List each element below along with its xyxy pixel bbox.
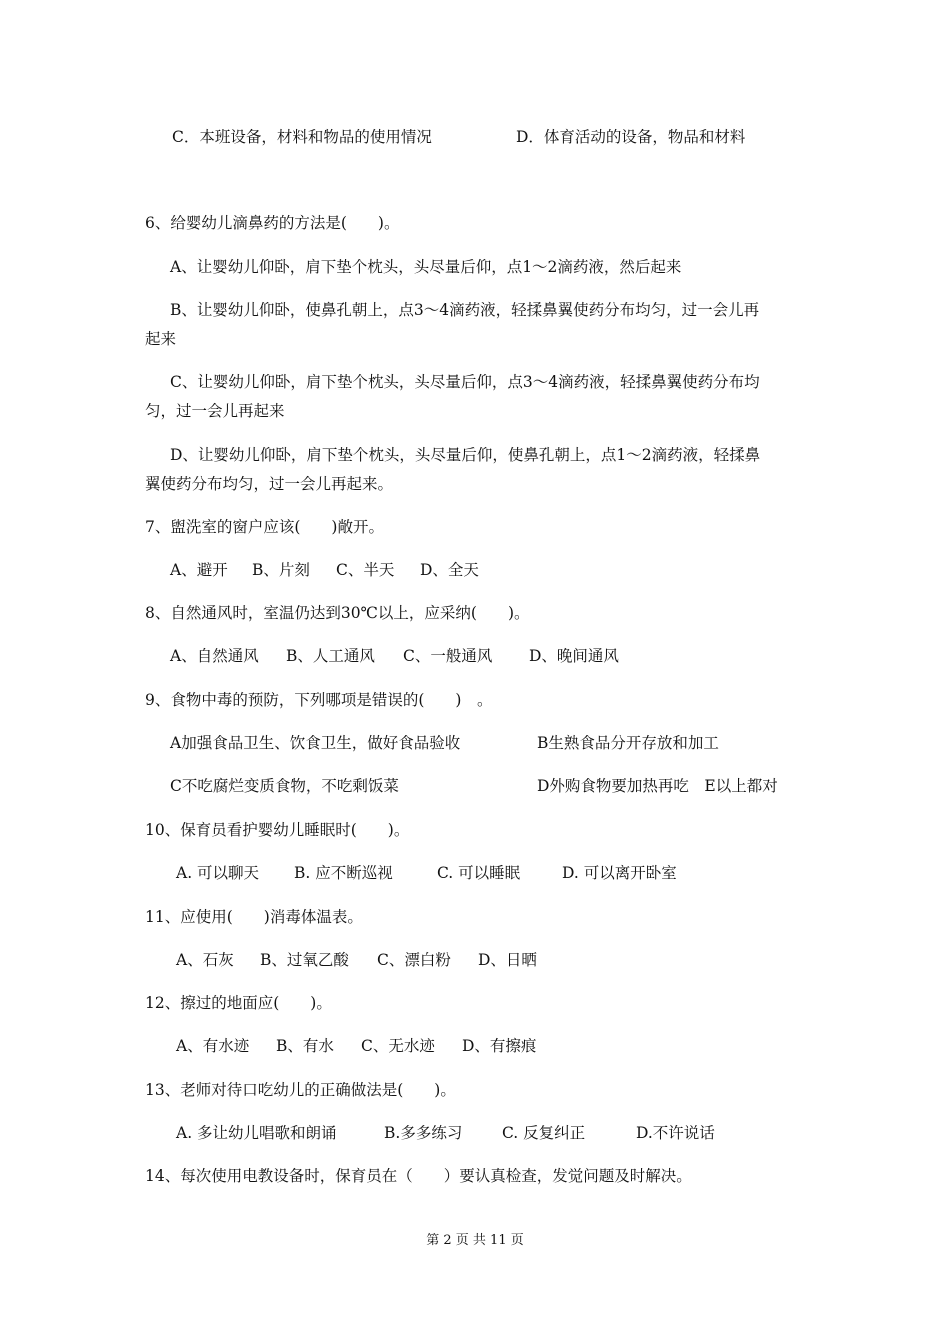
question-13-stem: 13、老师对待口吃幼儿的正确做法是( )。 (145, 1081, 456, 1099)
question-6-option-c-line2: 匀，过一会儿再起来 (145, 402, 285, 420)
page-number-footer: 第 2 页 共 11 页 (426, 1233, 524, 1248)
question-9-option-c: C不吃腐烂变质食物，不吃剩饭菜 (170, 777, 399, 795)
question-10-options (176, 863, 677, 883)
question-13-option-d: D.不许说话 (636, 1124, 715, 1142)
question-10-option-d: D. 可以离开卧室 (562, 864, 677, 882)
question-14-stem: 14、每次使用电教设备时，保育员在（ ）要认真检查，发觉问题及时解决。 (145, 1167, 692, 1185)
question-11-option-a: A、石灰 (176, 951, 234, 969)
question-8-stem: 8、自然通风时，室温仍达到30℃以上，应采纳( )。 (145, 604, 530, 622)
question-7-stem: 7、盥洗室的窗户应该( )敞开。 (145, 518, 384, 536)
question-12-option-b: B、有水 (276, 1037, 334, 1055)
question-10-option-c: C. 可以睡眠 (437, 864, 521, 882)
question-7-options (170, 560, 479, 580)
question-13-option-a: A. 多让幼儿唱歌和朗诵 (176, 1124, 337, 1142)
question-13-option-c: C. 反复纠正 (502, 1124, 586, 1142)
question-8-options (170, 646, 619, 666)
question-8-option-d: D、晚间通风 (529, 647, 619, 665)
question-8-option-b: B、人工通风 (286, 647, 375, 665)
question-6-stem: 6、给婴幼儿滴鼻药的方法是( )。 (145, 214, 400, 232)
question-6-option-b-line1: B、让婴幼儿仰卧，使鼻孔朝上，点3～4滴药液，轻揉鼻翼使药分布均匀，过一会儿再 (170, 301, 760, 319)
question-12-option-a: A、有水迹 (176, 1037, 250, 1055)
question-9-option-a: A加强食品卫生、饮食卫生，做好食品验收 (170, 734, 461, 752)
question-13-options (176, 1123, 715, 1143)
question-12-option-d: D、有擦痕 (462, 1037, 537, 1055)
question-12-option-c: C、无水迹 (361, 1037, 435, 1055)
question-7-option-d: D、全天 (420, 561, 479, 579)
question-11-options (176, 950, 537, 970)
question-6-option-b-line2: 起来 (145, 330, 177, 348)
question-7-option-b: B、片刻 (252, 561, 310, 579)
question-11-option-b: B、过氧乙酸 (260, 951, 349, 969)
question-10-option-a: A. 可以聊天 (176, 864, 260, 882)
question-12-options (176, 1036, 536, 1056)
prev-option-d: D．体育活动的设备，物品和材料 (516, 128, 746, 146)
question-11-option-d: D、日晒 (478, 951, 537, 969)
prev-option-c: C．本班设备，材料和物品的使用情况 (172, 128, 432, 146)
question-11-option-c: C、漂白粉 (377, 951, 451, 969)
question-12-stem: 12、擦过的地面应( )。 (145, 994, 332, 1012)
question-13-option-b: B.多多练习 (384, 1124, 463, 1142)
question-9-option-d: D外购食物要加热再吃 E以上都对 (537, 777, 778, 795)
question-10-stem: 10、保育员看护婴幼儿睡眠时( )。 (145, 821, 410, 839)
question-8-option-a: A、自然通风 (170, 647, 259, 665)
question-6-option-a: A、让婴幼儿仰卧，肩下垫个枕头，头尽量后仰，点1～2滴药液，然后起来 (170, 258, 682, 276)
question-6-option-d-line1: D、让婴幼儿仰卧，肩下垫个枕头，头尽量后仰，使鼻孔朝上，点1～2滴药液，轻揉鼻 (170, 446, 761, 464)
question-6-option-c-line1: C、让婴幼儿仰卧，肩下垫个枕头，头尽量后仰，点3～4滴药液，轻揉鼻翼使药分布均 (170, 373, 760, 391)
question-7-option-a: A、避开 (170, 561, 228, 579)
question-10-option-b: B. 应不断巡视 (294, 864, 393, 882)
question-7-option-c: C、半天 (336, 561, 395, 579)
question-11-stem: 11、应使用( )消毒体温表。 (145, 908, 363, 926)
question-9-stem: 9、食物中毒的预防，下列哪项是错误的( ) 。 (145, 691, 493, 709)
question-9-option-b: B生熟食品分开存放和加工 (537, 734, 719, 752)
question-8-option-c: C、一般通风 (403, 647, 493, 665)
question-6-option-d-line2: 翼使药分布均匀，过一会儿再起来。 (145, 475, 394, 493)
